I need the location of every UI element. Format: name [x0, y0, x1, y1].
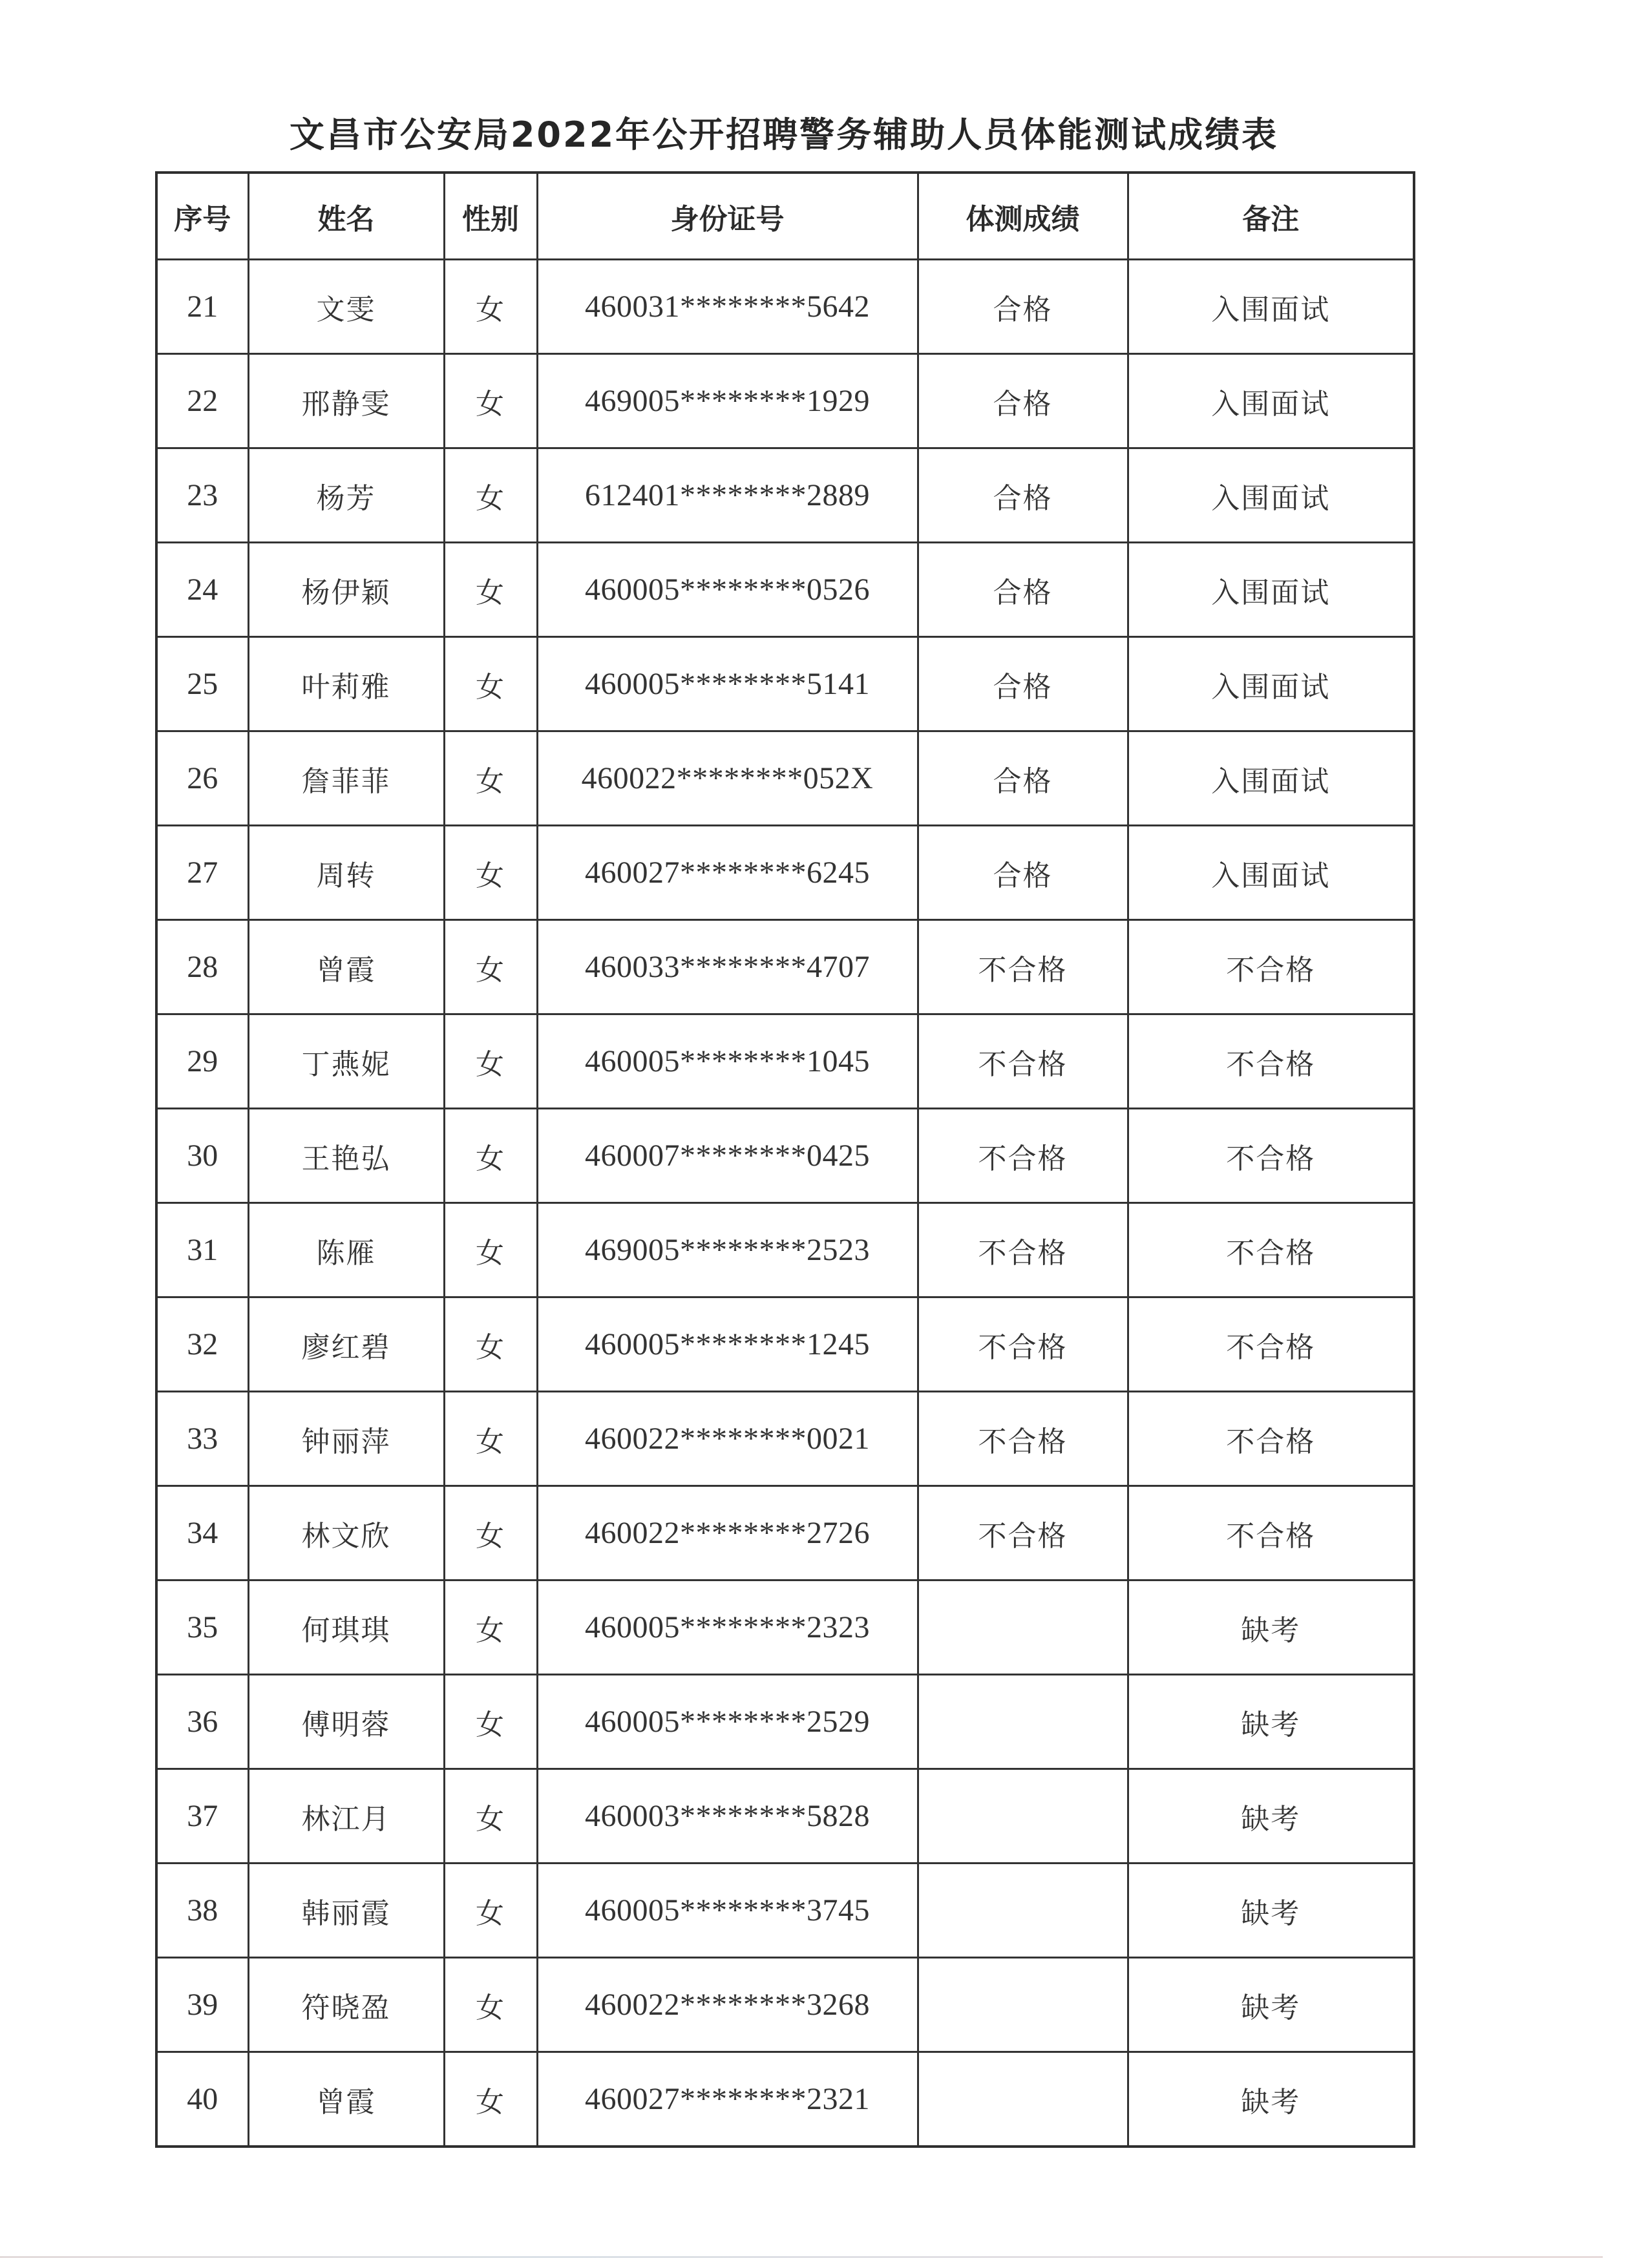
table-row: [156, 1109, 1414, 1203]
cell-id-number: 460007********0425: [537, 1109, 918, 1203]
cell-gender: 女: [444, 1675, 537, 1769]
cell-id-number: 460022********2726: [537, 1486, 918, 1580]
cell-remark: 缺考: [1128, 1580, 1414, 1675]
cell-name: 何琪琪: [248, 1580, 444, 1675]
cell-id-number: 460022********0021: [537, 1392, 918, 1486]
cell-gender: 女: [444, 731, 537, 826]
cell-gender: 女: [444, 1958, 537, 2052]
table-row: [156, 543, 1414, 637]
column-header-gender: 性别: [444, 173, 537, 260]
cell-name: 符晓盈: [248, 1958, 444, 2052]
cell-remark: 缺考: [1128, 1769, 1414, 1864]
cell-seq: 27: [156, 826, 248, 920]
cell-name: 林江月: [248, 1769, 444, 1864]
table-row: [156, 731, 1414, 826]
table-row: [156, 260, 1414, 354]
cell-gender: 女: [444, 354, 537, 448]
cell-result: 合格: [918, 731, 1128, 826]
cell-remark: 不合格: [1128, 1014, 1414, 1109]
cell-remark: 不合格: [1128, 1486, 1414, 1580]
cell-gender: 女: [444, 2052, 537, 2147]
cell-seq: 24: [156, 543, 248, 637]
cell-result: [918, 1580, 1128, 1675]
cell-seq: 40: [156, 2052, 248, 2147]
fitness-results-table: [155, 171, 1415, 2148]
cell-gender: 女: [444, 1769, 537, 1864]
cell-seq: 21: [156, 260, 248, 354]
cell-gender: 女: [444, 1109, 537, 1203]
column-header-remark: 备注: [1128, 173, 1414, 260]
cell-id-number: 460005********1045: [537, 1014, 918, 1109]
table-row: [156, 354, 1414, 448]
column-header-name: 姓名: [248, 173, 444, 260]
cell-gender: 女: [444, 1297, 537, 1392]
cell-seq: 23: [156, 448, 248, 543]
cell-name: 叶莉雅: [248, 637, 444, 731]
table-row: [156, 1297, 1414, 1392]
cell-name: 曾霞: [248, 2052, 444, 2147]
cell-remark: 入围面试: [1128, 260, 1414, 354]
table-row: [156, 637, 1414, 731]
cell-gender: 女: [444, 920, 537, 1014]
column-header-id-number: 身份证号: [537, 173, 918, 260]
cell-result: 合格: [918, 260, 1128, 354]
cell-result: [918, 1958, 1128, 2052]
cell-gender: 女: [444, 1392, 537, 1486]
cell-seq: 38: [156, 1864, 248, 1958]
cell-gender: 女: [444, 637, 537, 731]
cell-remark: 入围面试: [1128, 637, 1414, 731]
cell-gender: 女: [444, 826, 537, 920]
cell-name: 詹菲菲: [248, 731, 444, 826]
cell-result: 合格: [918, 543, 1128, 637]
cell-remark: 入围面试: [1128, 543, 1414, 637]
cell-remark: 入围面试: [1128, 448, 1414, 543]
cell-result: 不合格: [918, 920, 1128, 1014]
cell-remark: 不合格: [1128, 1297, 1414, 1392]
cell-remark: 缺考: [1128, 1864, 1414, 1958]
table-row: [156, 1203, 1414, 1297]
table-row: [156, 448, 1414, 543]
table-row: [156, 1392, 1414, 1486]
table-row: [156, 1580, 1414, 1675]
scan-edge-line: [0, 2256, 1603, 2258]
cell-result: 合格: [918, 448, 1128, 543]
cell-name: 丁燕妮: [248, 1014, 444, 1109]
cell-gender: 女: [444, 1580, 537, 1675]
cell-remark: 不合格: [1128, 1203, 1414, 1297]
cell-result: 合格: [918, 826, 1128, 920]
cell-gender: 女: [444, 1864, 537, 1958]
cell-gender: 女: [444, 543, 537, 637]
cell-id-number: 460003********5828: [537, 1769, 918, 1864]
cell-seq: 31: [156, 1203, 248, 1297]
cell-seq: 29: [156, 1014, 248, 1109]
cell-gender: 女: [444, 448, 537, 543]
cell-seq: 30: [156, 1109, 248, 1203]
column-header-seq: 序号: [156, 173, 248, 260]
cell-seq: 35: [156, 1580, 248, 1675]
cell-remark: 不合格: [1128, 1109, 1414, 1203]
cell-name: 周转: [248, 826, 444, 920]
cell-result: 不合格: [918, 1486, 1128, 1580]
cell-seq: 32: [156, 1297, 248, 1392]
cell-result: 不合格: [918, 1297, 1128, 1392]
cell-result: 不合格: [918, 1392, 1128, 1486]
cell-result: 合格: [918, 637, 1128, 731]
cell-gender: 女: [444, 260, 537, 354]
cell-result: 不合格: [918, 1109, 1128, 1203]
cell-result: [918, 2052, 1128, 2147]
cell-result: 不合格: [918, 1014, 1128, 1109]
cell-seq: 28: [156, 920, 248, 1014]
cell-id-number: 460027********2321: [537, 2052, 918, 2147]
cell-name: 韩丽霞: [248, 1864, 444, 1958]
cell-remark: 入围面试: [1128, 731, 1414, 826]
cell-seq: 33: [156, 1392, 248, 1486]
table-row: [156, 920, 1414, 1014]
cell-id-number: 460005********2323: [537, 1580, 918, 1675]
page-title: 文昌市公安局2022年公开招聘警务辅助人员体能测试成绩表: [289, 114, 1279, 156]
cell-id-number: 460005********0526: [537, 543, 918, 637]
cell-id-number: 460005********5141: [537, 637, 918, 731]
table-row: [156, 1675, 1414, 1769]
cell-result: [918, 1675, 1128, 1769]
cell-remark: 缺考: [1128, 1675, 1414, 1769]
table-row: [156, 1014, 1414, 1109]
cell-name: 钟丽萍: [248, 1392, 444, 1486]
cell-id-number: 612401********2889: [537, 448, 918, 543]
cell-result: [918, 1769, 1128, 1864]
cell-name: 曾霞: [248, 920, 444, 1014]
table-row: [156, 1486, 1414, 1580]
cell-seq: 39: [156, 1958, 248, 2052]
cell-name: 杨芳: [248, 448, 444, 543]
cell-name: 林文欣: [248, 1486, 444, 1580]
cell-result: [918, 1864, 1128, 1958]
cell-id-number: 460005********3745: [537, 1864, 918, 1958]
cell-name: 王艳弘: [248, 1109, 444, 1203]
cell-seq: 37: [156, 1769, 248, 1864]
cell-id-number: 460031********5642: [537, 260, 918, 354]
cell-gender: 女: [444, 1486, 537, 1580]
cell-remark: 入围面试: [1128, 826, 1414, 920]
cell-name: 邢静雯: [248, 354, 444, 448]
cell-id-number: 460022********3268: [537, 1958, 918, 2052]
cell-seq: 34: [156, 1486, 248, 1580]
table-row: [156, 826, 1414, 920]
cell-id-number: 460022********052X: [537, 731, 918, 826]
column-header-result: 体测成绩: [918, 173, 1128, 260]
cell-id-number: 469005********1929: [537, 354, 918, 448]
cell-name: 傅明蓉: [248, 1675, 444, 1769]
cell-gender: 女: [444, 1014, 537, 1109]
cell-remark: 缺考: [1128, 2052, 1414, 2147]
table-row: [156, 2052, 1414, 2147]
table-header-row: [156, 173, 1414, 260]
cell-id-number: 460027********6245: [537, 826, 918, 920]
cell-name: 陈雁: [248, 1203, 444, 1297]
cell-id-number: 460005********1245: [537, 1297, 918, 1392]
cell-result: 不合格: [918, 1203, 1128, 1297]
table-body: [156, 260, 1414, 2147]
cell-remark: 入围面试: [1128, 354, 1414, 448]
table-row: [156, 1864, 1414, 1958]
cell-id-number: 460005********2529: [537, 1675, 918, 1769]
cell-seq: 22: [156, 354, 248, 448]
cell-seq: 36: [156, 1675, 248, 1769]
cell-seq: 26: [156, 731, 248, 826]
cell-remark: 不合格: [1128, 1392, 1414, 1486]
cell-name: 廖红碧: [248, 1297, 444, 1392]
cell-id-number: 460033********4707: [537, 920, 918, 1014]
table-row: [156, 1769, 1414, 1864]
cell-id-number: 469005********2523: [537, 1203, 918, 1297]
table-row: [156, 1958, 1414, 2052]
cell-name: 杨伊颖: [248, 543, 444, 637]
cell-remark: 缺考: [1128, 1958, 1414, 2052]
cell-seq: 25: [156, 637, 248, 731]
cell-gender: 女: [444, 1203, 537, 1297]
cell-result: 合格: [918, 354, 1128, 448]
cell-remark: 不合格: [1128, 920, 1414, 1014]
cell-name: 文雯: [248, 260, 444, 354]
